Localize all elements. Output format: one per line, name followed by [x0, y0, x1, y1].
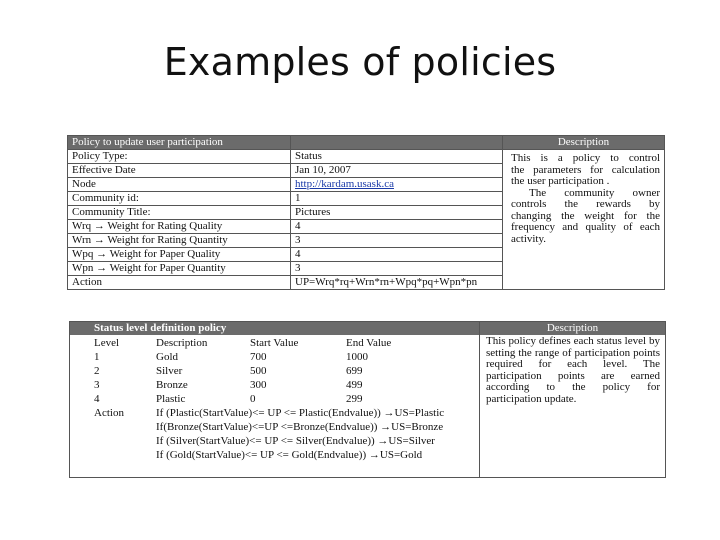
community-id-label: Community id: [68, 192, 291, 206]
level-cell: 1 [94, 351, 100, 363]
wpq-value: 4 [291, 248, 503, 262]
action-formula: UP=Wrq*rq+Wrn*rn+Wpq*pq+Wpn*pn [291, 276, 503, 290]
table2-column-headers [70, 336, 479, 350]
level-cell: 4 [94, 393, 100, 405]
level-description-cell: Plastic [156, 393, 186, 405]
start-value-cell: 500 [250, 365, 267, 377]
col-level: Level [94, 337, 120, 349]
level-description-cell: Gold [156, 351, 178, 363]
table2-header-description: Description [546, 322, 599, 334]
start-value-cell: 0 [250, 393, 256, 405]
policy-type-label: Policy Type: [68, 150, 291, 164]
end-value-cell: 499 [346, 379, 363, 391]
effective-date-label: Effective Date [68, 164, 291, 178]
level-description-cell: Bronze [156, 379, 188, 391]
action-rule-bronze: If(Bronze(StartValue)<=UP <=Bronze(Endvalue)) →US=Bronze [156, 421, 444, 433]
status-level-policy-table [69, 321, 666, 478]
table1-header-description: Description [503, 136, 665, 150]
wpn-value: 3 [291, 262, 503, 276]
table2-description: This policy defines each status level by setting the range of participation points required for each level. The participation points are earned according to the policy for participation update. [486, 335, 660, 405]
table-row [70, 392, 479, 406]
table1-header-title: Policy to update user participation [68, 136, 291, 150]
table1-header-blank [291, 136, 503, 150]
effective-date-value: Jan 10, 2007 [291, 164, 503, 178]
wrq-label: Wrq → Weight for Rating Quality [68, 220, 291, 234]
start-value-cell: 300 [250, 379, 267, 391]
wpq-label: Wpq → Weight for Paper Quality [68, 248, 291, 262]
level-cell: 2 [94, 365, 100, 377]
user-participation-policy-table [67, 135, 664, 295]
end-value-cell: 1000 [346, 351, 368, 363]
end-value-cell: 699 [346, 365, 363, 377]
wpn-label: Wpn → Weight for Paper Quantity [68, 262, 291, 276]
table-row [70, 350, 479, 364]
action-rules [156, 406, 444, 462]
wrn-value: 3 [291, 234, 503, 248]
wrq-value: 4 [291, 220, 503, 234]
start-value-cell: 700 [250, 351, 267, 363]
wrn-label: Wrn → Weight for Rating Quantity [68, 234, 291, 248]
node-label: Node [68, 178, 291, 192]
action-label: Action [68, 276, 291, 290]
community-id-value: 1 [291, 192, 503, 206]
node-link[interactable]: http://kardam.usask.ca [295, 178, 394, 190]
action-rule-plastic: If (Plastic(StartValue)<= UP <= Plastic(Endvalue)) →US=Plastic [156, 407, 445, 419]
action-rule-gold: If (Gold(StartValue)<= UP <= Gold(Endvalue)) →US=Gold [156, 449, 423, 461]
level-description-cell: Silver [156, 365, 183, 377]
col-start-value: Start Value [250, 337, 299, 349]
community-title-value: Pictures [291, 206, 503, 220]
column-divider [479, 322, 480, 477]
node-value [291, 178, 503, 192]
end-value-cell: 299 [346, 393, 363, 405]
table2-title: Status level definition policy [94, 322, 227, 334]
table2-action-label: Action [94, 407, 124, 419]
level-cell: 3 [94, 379, 100, 391]
table1-description: This is a policy to control the parameters for calculation the user participation . The community owner controls the rewards by changing the weight for the frequency and quality of each activity. [503, 150, 665, 290]
action-rule-silver: If (Silver(StartValue)<= UP <= Silver(Endvalue)) →US=Silver [156, 435, 435, 447]
community-title-label: Community Title: [68, 206, 291, 220]
col-description: Description [156, 337, 208, 349]
col-end-value: End Value [346, 337, 392, 349]
slide-title: Examples of policies [163, 40, 557, 84]
table-row [70, 364, 479, 378]
policy-type-value: Status [291, 150, 503, 164]
table2-header [70, 322, 665, 335]
table-row [70, 378, 479, 392]
